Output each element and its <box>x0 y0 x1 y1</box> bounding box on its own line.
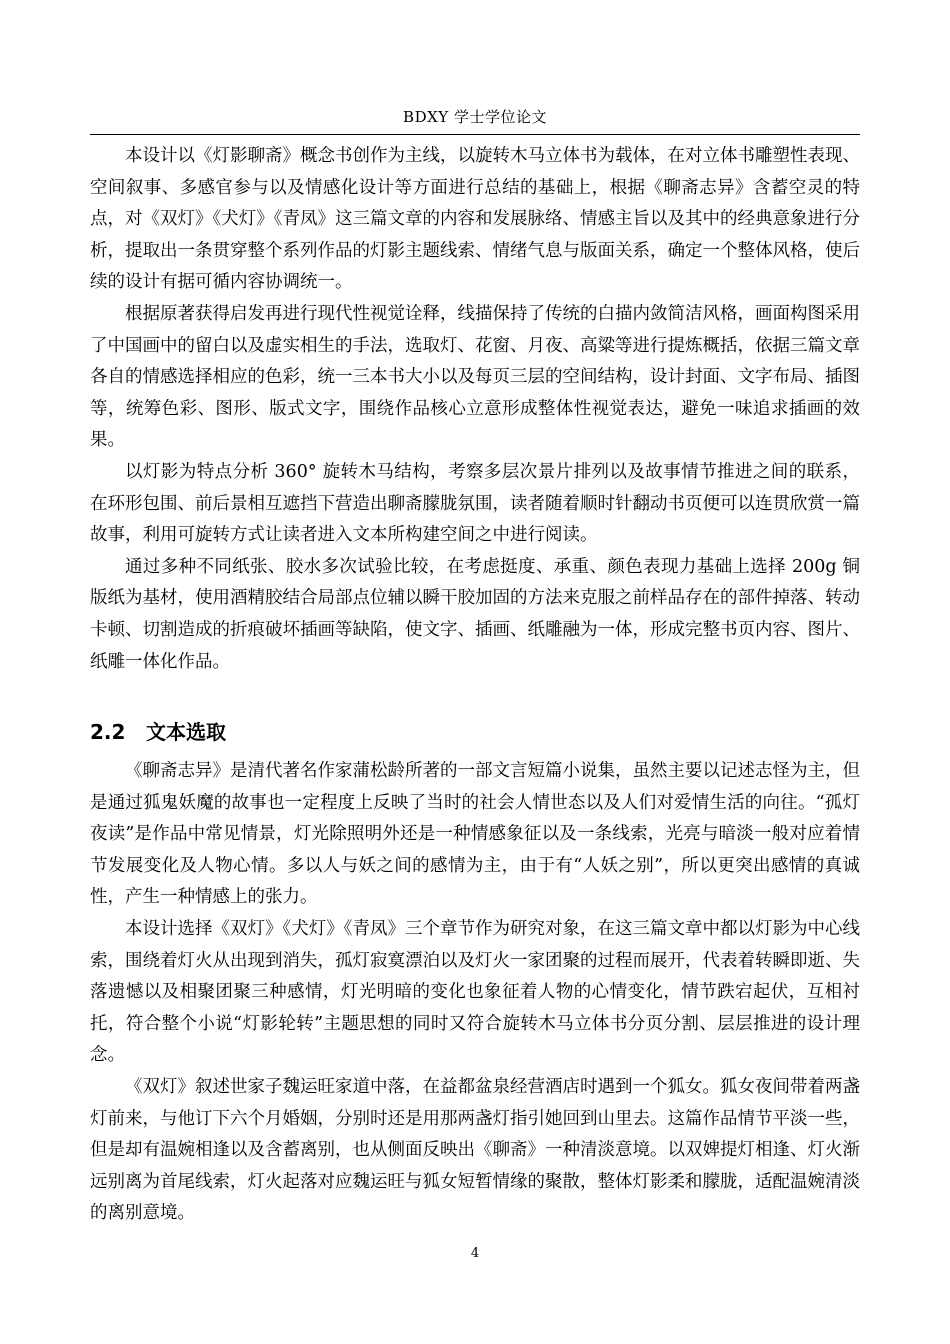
paragraph-visual-interpretation: 根据原著获得启发再进行现代性视觉诠释，线描保持了传统的白描内敛简洁风格，画面构图采用了中国画中的留白以及虚实相生的手法，选取灯、花窗、月夜、高粱等进行提炼概括，依据三篇文章各自的情感选择相应的色彩，统一三本书大小以及每页三层的空间结构，设计封面、文字布局、插图等，统筹色彩、图形、版式文字，围绕作品核心立意形成整体性视觉表达，避免一味追求插画的效果。 <box>90 303 860 451</box>
page-number: 4 <box>470 1246 480 1261</box>
paragraph-chapter-selection: 本设计选择《双灯》《犬灯》《青凤》三个章节作为研究对象，在这三篇文章中都以灯影为中心线索，围绕着灯火从出现到消失，孤灯寂寞漂泊以及灯火一家团聚的过程而展开，代表着转瞬即逝、失落遗憾以及相聚团聚三种感情，灯光明暗的变化也象征着人物的心情变化，情节跌宕起伏，互相衬托，符合整个小说“灯影轮转”主题思想的同时又符合旋转木马立体书分页分割、层层推进的设计理念。 <box>90 919 860 1066</box>
header-rule <box>90 134 860 135</box>
section-title: 文本选取 <box>146 720 226 745</box>
paragraph-shuangdeng: 《双灯》叙述世家子魏运旺家道中落，在益都盆泉经营酒店时遇到一个狐女。狐女夜间带着两盏灯前来，与他订下六个月婚姻，分别时还是用那两盏灯指引她回到山里去。这篇作品情节平淡一些，但是却有温婉相逢以及含蓄离别，也从侧面反映出《聊斋》一种清淡意境。以双婢提灯相逢、灯火渐远别离为首尾线索，灯火起落对应魏运旺与狐女短暂情缘的聚散，整体灯影柔和朦胧，适配温婉清淡的离别意境。 <box>90 1077 860 1224</box>
paragraph-concept: 本设计以《灯影聊斋》概念书创作为主线，以旋转木马立体书为载体，在对立体书雕塑性表现、空间叙事、多感官参与以及情感化设计等方面进行总结的基础上，根据《聊斋志异》含蓄空灵的特点，对《双灯》《犬灯》《青凤》这三篇文章的内容和发展脉络、情感主旨以及其中的经典意象进行分析，提取出一条贯穿整个系列作品的灯影主题线索、情绪气息与版面关系，确定一个整体风格，使后续的设计有据可循内容协调统一。 <box>90 146 860 293</box>
paragraph-carousel-structure: 以灯影为特点分析 360° 旋转木马结构，考察多层次景片排列以及故事情节推进之间的联系，在环形包围、前后景相互遮挡下营造出聊斋朦胧氛围，读者随着顺时针翻动书页便可以连贯欣赏一篇故事，利用可旋转方式让读者进入文本所构建空间之中进行阅读。 <box>90 461 860 546</box>
section-number: 2.2 <box>90 720 126 745</box>
body-text <box>90 141 860 1230</box>
section-heading <box>90 678 860 756</box>
paragraph-liaozhai-overview: 《聊斋志异》是清代著名作家蒲松龄所著的一部文言短篇小说集，虽然主要以记述志怪为主，但是通过狐鬼妖魔的故事也一定程度上反映了当时的社会人情世态以及人们对爱情生活的向往。“孤灯夜读”是作品中常见情景，灯光除照明外还是一种情感象征以及一条线索，光亮与暗淡一般对应着情节发展变化及人物心情。多以人与妖之间的感情为主，由于有“人妖之别”，所以更突出感情的真诚性，产生一种情感上的张力。 <box>90 761 860 908</box>
paragraph-material-testing: 通过多种不同纸张、胶水多次试验比较，在考虑挺度、承重、颜色表现力基础上选择 200g 铜版纸为基材，使用酒精胶结合局部点位辅以瞬干胶加固的方法来克服之前样品存在的部件掉落、转动卡顿、切割造成的折痕破坏插画等缺陷，使文字、插画、纸雕融为一体，形成完整书页内容、图片、纸雕一体化作品。 <box>90 556 860 672</box>
running-header: BDXY 学士学位论文 <box>403 108 547 126</box>
